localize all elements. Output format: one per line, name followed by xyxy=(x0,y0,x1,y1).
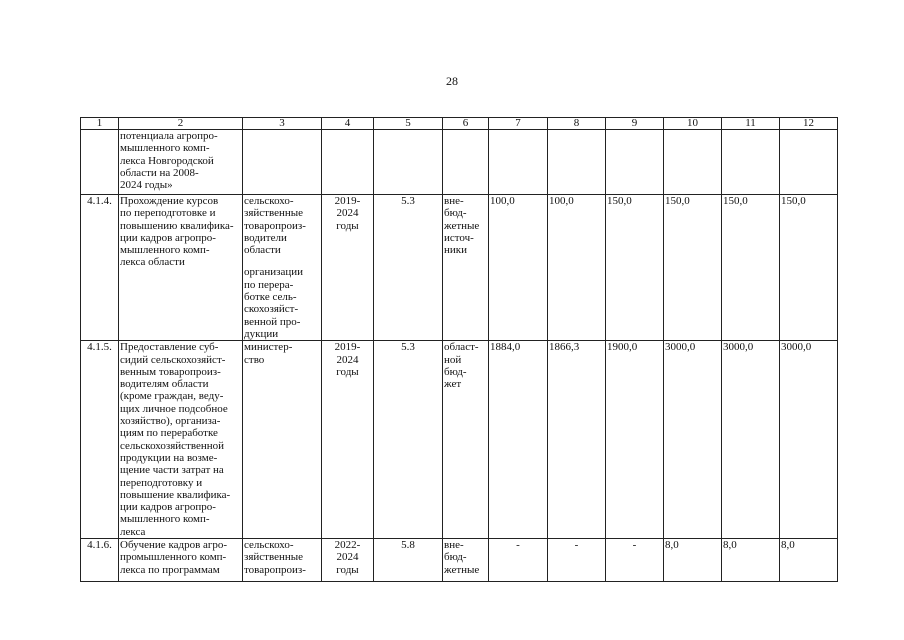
header-cell: 8 xyxy=(548,118,606,130)
value-2019 xyxy=(489,341,548,539)
program-table xyxy=(80,117,838,582)
executor-text: министер- ство xyxy=(244,341,293,366)
value-2023-text: 150,0 xyxy=(723,195,748,207)
measure-name-text: Обучение кадров агро- промышленного комп- лекса по программам xyxy=(120,539,228,576)
value-2023 xyxy=(722,341,780,539)
header-cell: 2 xyxy=(119,118,243,130)
target-indicator-text: 5.3 xyxy=(401,341,415,354)
executor xyxy=(243,195,322,341)
value-2023-text: 3000,0 xyxy=(723,341,754,354)
value-2023 xyxy=(722,130,780,195)
period-text: 2019- 2024 годы xyxy=(334,195,361,232)
value-2023 xyxy=(722,539,780,582)
row-number xyxy=(81,130,119,195)
period xyxy=(322,130,374,195)
period xyxy=(322,341,374,539)
executor-secondary-text: организации по перера- ботке сель- скохозяйст- венной про- дукции xyxy=(244,266,304,340)
funding-source xyxy=(443,539,489,582)
funding-source-text: вне- бюд- жетные xyxy=(444,539,480,576)
value-2021 xyxy=(606,195,664,341)
target-indicator-text: 5.3 xyxy=(401,195,415,207)
value-2019 xyxy=(489,539,548,582)
value-2022 xyxy=(664,539,722,582)
value-2021 xyxy=(606,539,664,582)
value-2021-text: 1900,0 xyxy=(607,341,638,354)
funding-source xyxy=(443,341,489,539)
value-2020-text: 1866,3 xyxy=(549,341,580,354)
measure-name-text: потенциала агропро- мышленного комп- лекса Новгородской области на 2008- 2024 годы» xyxy=(120,130,218,192)
header-cell: 4 xyxy=(322,118,374,130)
target-indicator xyxy=(374,130,443,195)
value-2024 xyxy=(780,539,838,582)
table-row xyxy=(81,130,838,195)
value-2021 xyxy=(606,130,664,195)
value-2024 xyxy=(780,130,838,195)
value-2024-text: 3000,0 xyxy=(781,341,812,354)
value-2022-text: 150,0 xyxy=(665,195,690,207)
table-row xyxy=(81,539,838,582)
value-2020 xyxy=(548,195,606,341)
value-2024 xyxy=(780,341,838,539)
value-2020-text: - xyxy=(574,539,579,552)
executor-text: сельскохо- зяйственные товаропроиз- водители области xyxy=(244,195,306,257)
value-2024-text: 8,0 xyxy=(781,539,795,552)
value-2024-text: 150,0 xyxy=(781,195,806,207)
header-cell: 7 xyxy=(489,118,548,130)
value-2019 xyxy=(489,195,548,341)
executor xyxy=(243,130,322,195)
measure-name-text: Предоставление суб- сидий сельскохозяйст- венным товаропроиз- водителям области (кроме граждан, веду- щих личное подсобное хозяйство), организа- циям по переработке сельскохозяйственной продукции на возме- щение части затрат на переподготовку и повышение квалифика- ции кадров агропро- мышленного комп- лекса xyxy=(120,341,231,538)
page-number: 28 xyxy=(446,74,458,88)
row-number xyxy=(81,195,119,341)
period-text: 2022- 2024 годы xyxy=(334,539,361,576)
row-number-text: 4.1.6. xyxy=(87,539,112,552)
table-row xyxy=(81,341,838,539)
value-2022-text: 8,0 xyxy=(665,539,679,552)
header-cell: 1 xyxy=(81,118,119,130)
measure-name xyxy=(119,539,243,582)
value-2020 xyxy=(548,341,606,539)
header-cell: 5 xyxy=(374,118,443,130)
measure-name xyxy=(119,195,243,341)
table-row xyxy=(81,195,838,341)
value-2019-text: 1884,0 xyxy=(490,341,521,354)
value-2019-text: 100,0 xyxy=(490,195,515,207)
funding-source xyxy=(443,195,489,341)
row-number xyxy=(81,341,119,539)
row-number-text: 4.1.5. xyxy=(87,341,112,354)
value-2022 xyxy=(664,195,722,341)
value-2021 xyxy=(606,341,664,539)
value-2019-text: - xyxy=(516,539,520,552)
target-indicator xyxy=(374,539,443,582)
measure-name xyxy=(119,130,243,195)
value-2024 xyxy=(780,195,838,341)
row-number-text: 4.1.4. xyxy=(87,195,112,207)
target-indicator xyxy=(374,195,443,341)
target-indicator-text: 5.8 xyxy=(401,539,415,552)
header-cell: 11 xyxy=(722,118,780,130)
value-2023-text: 8,0 xyxy=(723,539,737,552)
value-2023 xyxy=(722,195,780,341)
value-2021-text: 150,0 xyxy=(607,195,632,207)
period xyxy=(322,195,374,341)
value-2022 xyxy=(664,341,722,539)
header-cell: 10 xyxy=(664,118,722,130)
funding-source xyxy=(443,130,489,195)
row-number xyxy=(81,539,119,582)
value-2020 xyxy=(548,130,606,195)
period-text: 2019- 2024 годы xyxy=(334,341,361,378)
value-2022 xyxy=(664,130,722,195)
header-row xyxy=(81,118,838,130)
value-2019 xyxy=(489,130,548,195)
funding-source-text: вне- бюд- жетные источ- ники xyxy=(444,195,480,257)
header-cell: 12 xyxy=(780,118,838,130)
value-2021-text: - xyxy=(632,539,637,552)
value-2022-text: 3000,0 xyxy=(665,341,696,354)
target-indicator xyxy=(374,341,443,539)
header-cell: 9 xyxy=(606,118,664,130)
measure-name xyxy=(119,341,243,539)
executor-text: сельскохо- зяйственные товаропроиз- xyxy=(244,539,306,576)
funding-source-text: област- ной бюд- жет xyxy=(444,341,479,391)
measure-name-text: Прохождение курсов по переподготовке и повышению квалифика- ции кадров агропро- мышленного комп- лекса области xyxy=(120,195,234,269)
executor xyxy=(243,341,322,539)
value-2020-text: 100,0 xyxy=(549,195,574,207)
header-cell: 6 xyxy=(443,118,489,130)
period xyxy=(322,539,374,582)
value-2020 xyxy=(548,539,606,582)
executor xyxy=(243,539,322,582)
header-cell: 3 xyxy=(243,118,322,130)
